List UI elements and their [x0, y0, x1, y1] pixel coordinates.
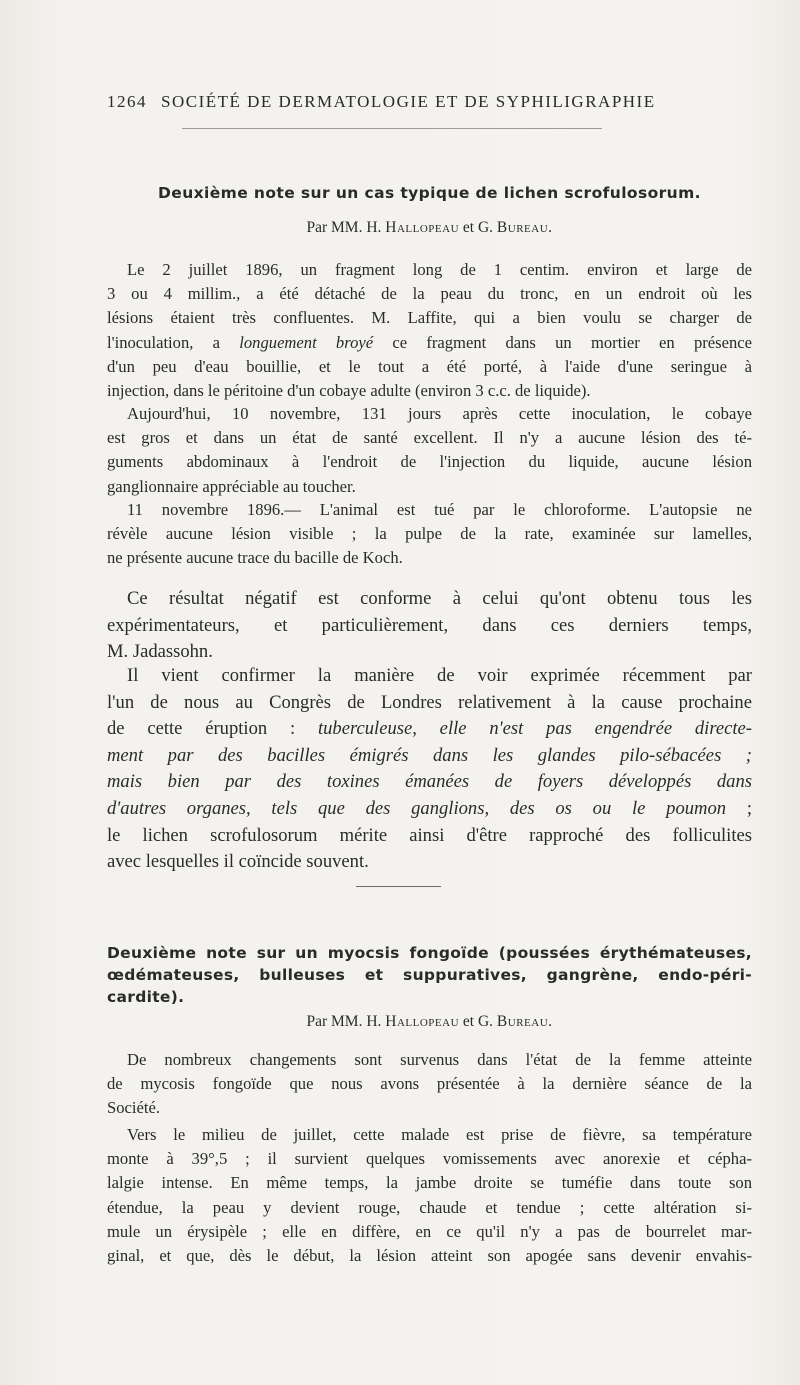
- italic-run: longuement broyé: [239, 332, 374, 352]
- text-line: Société.: [107, 1098, 160, 1118]
- text-line: monte à 39°,5 ; il survient quelques vomissements avec anorexie et cépha-: [107, 1149, 752, 1169]
- running-header: [107, 90, 687, 114]
- article1-byline: [107, 217, 752, 239]
- byline-prefix: Par MM. H.: [306, 1013, 382, 1030]
- author-bureau: Bureau.: [496, 219, 553, 236]
- text-run: ce fragment dans un mortier en présence: [373, 332, 753, 352]
- text-line: 11 novembre 1896.— L'animal est tué par le chloroforme. L'autopsie ne: [127, 500, 752, 519]
- italic-run: d'autres organes, tels que des ganglions, des os ou le poumon: [107, 797, 727, 819]
- text-line: lésions étaient très confluentes. M. Laffite, qui a bien voulu se charger de: [107, 308, 752, 328]
- text-line: révèle aucune lésion visible ; la pulpe de la rate, examinée sur lamelles,: [107, 524, 752, 544]
- text-line: [107, 796, 752, 823]
- article2-paragraph-2: [107, 1123, 752, 1268]
- text-line: M. Jadassohn.: [107, 641, 213, 663]
- article1-paragraph-4: [107, 586, 752, 666]
- article1-title: Deuxième note sur un cas typique de lichen scrofulosorum.: [158, 184, 701, 202]
- text-line: étendue, la peau y devient rouge, chaude et tendue ; cette altération si-: [107, 1197, 752, 1217]
- text-line: injection, dans le péritoine d'un cobaye adulte (environ 3 c.c. de liquide).: [107, 381, 591, 401]
- text-line: lalgie intense. En même temps, la jambe droite se tuméfie dans toute son: [107, 1173, 752, 1193]
- byline-prefix: Par MM. H.: [306, 219, 382, 236]
- text-line: [107, 743, 752, 770]
- text-line: ginal, et que, dès le début, la lésion atteint son apogée sans devenir envahis-: [107, 1246, 752, 1266]
- italic-run: tuberculeuse, elle n'est pas engendrée directe-: [317, 718, 752, 740]
- text-line: d'un peu d'eau bouillie, et le tout a été porté, à l'aide d'une seringue à: [107, 356, 752, 376]
- title-line: œdémateuses, bulleuses et suppuratives, gangrène, endo-péri-: [107, 966, 752, 984]
- italic-run: ment par des bacilles émigrés dans les glandes pilo-sébacées ;: [107, 744, 752, 766]
- text-run: l'inoculation, a: [107, 332, 240, 352]
- header-rule: [182, 128, 602, 129]
- text-line: ganglionnaire appréciable au toucher.: [107, 476, 356, 496]
- text-line: Il vient confirmer la manière de voir exprimée récemment par: [127, 665, 752, 686]
- text-run: de cette éruption :: [107, 718, 318, 740]
- text-line: l'un de nous au Congrès de Londres relativement à la cause prochaine: [107, 691, 752, 713]
- section-divider: [356, 886, 441, 887]
- text-line: Aujourd'hui, 10 novembre, 131 jours après cette inoculation, le cobaye: [127, 404, 752, 423]
- title-line: Deuxième note sur un myocsis fongoïde (poussées érythémateuses,: [107, 944, 752, 962]
- article2-byline: [107, 1011, 752, 1033]
- text-line: [107, 331, 752, 355]
- article1-paragraph-5: [107, 663, 752, 876]
- text-line: expérimentateurs, et particulièrement, dans ces derniers temps,: [107, 614, 752, 636]
- text-line: Vers le milieu de juillet, cette malade est prise de fièvre, sa température: [127, 1125, 752, 1144]
- article2-paragraph-1: [107, 1048, 752, 1121]
- article2-title: [107, 942, 752, 1008]
- text-line: De nombreux changements sont survenus dans l'état de la femme atteinte: [127, 1050, 752, 1069]
- article1-paragraph-3: [107, 498, 752, 571]
- text-line: Le 2 juillet 1896, un fragment long de 1 centim. environ et large de: [127, 260, 752, 279]
- text-line: est gros et dans un état de santé excellent. Il n'y a aucune lésion des té-: [107, 428, 752, 448]
- running-title: SOCIÉTÉ DE DERMATOLOGIE ET DE SYPHILIGRAPHIE: [161, 92, 656, 111]
- text-line: ne présente aucune trace du bacille de Koch.: [107, 548, 403, 568]
- text-line: 3 ou 4 millim., a été détaché de la peau du tronc, en un endroit où les: [107, 284, 752, 304]
- text-line: [107, 716, 752, 743]
- article1-paragraph-2: [107, 402, 752, 499]
- author-hallopeau: Hallopeau: [385, 1013, 460, 1030]
- text-line: le lichen scrofulosorum mérite ainsi d'être rapproché des folliculites: [107, 824, 752, 846]
- article1-paragraph-1: [107, 258, 752, 403]
- text-run: ;: [726, 797, 752, 819]
- italic-run: mais bien par des toxines émanées de foyers développés dans: [107, 771, 752, 793]
- text-line: de mycosis fongoïde que nous avons présentée à la dernière séance de la: [107, 1074, 752, 1094]
- author-bureau: Bureau.: [496, 1013, 553, 1030]
- text-line: guments abdominaux à l'endroit de l'injection du liquide, aucune lésion: [107, 452, 752, 472]
- text-line: Ce résultat négatif est conforme à celui qu'ont obtenu tous les: [127, 588, 752, 609]
- author-hallopeau: Hallopeau: [385, 219, 460, 236]
- byline-mid: et G.: [462, 219, 494, 236]
- title-line: cardite).: [107, 988, 185, 1006]
- text-line: avec lesquelles il coïncide souvent.: [107, 851, 369, 873]
- byline-mid: et G.: [462, 1013, 494, 1030]
- text-line: [107, 769, 752, 796]
- page-number: 1264: [107, 92, 147, 111]
- text-line: mule un érysipèle ; elle en diffère, en ce qu'il n'y a pas de bourrelet mar-: [107, 1221, 752, 1241]
